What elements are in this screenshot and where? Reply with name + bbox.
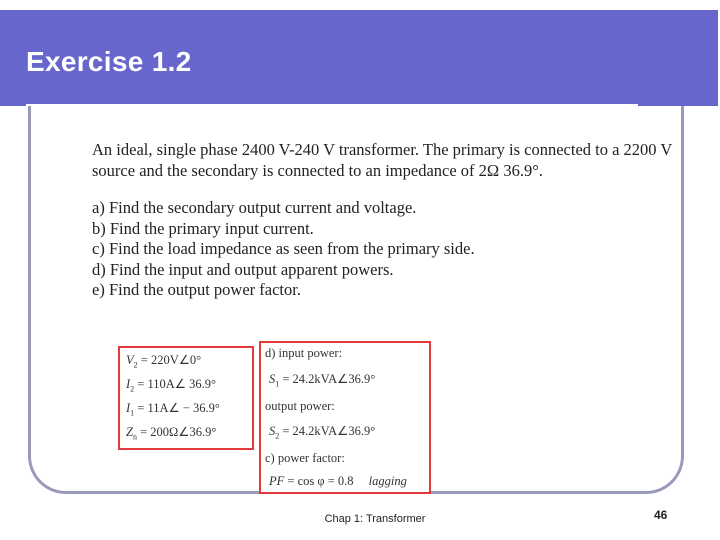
page-number: 46 (654, 508, 668, 522)
answer-v2: $V_2$ = 220V∠0° (126, 353, 202, 370)
answer-s2: $S_2$ = 24.2kVA∠36.9° (269, 424, 376, 441)
title-bar (0, 10, 718, 106)
answer-zn: $Z_n$ = 200Ω∠36.9° (126, 425, 217, 442)
answer-i1: $I_1$ = 11A∠ − 36.9° (126, 401, 220, 418)
answer-pf: PF = cos φ = 0.8 lagging (269, 474, 407, 488)
answer-box-left (118, 346, 254, 450)
output-power-label: output power: (265, 399, 335, 413)
input-power-label: d) input power: (265, 346, 343, 360)
slide-title: Exercise 1.2 (26, 46, 192, 77)
answer-s1: $S_1$ = 24.2kVA∠36.9° (269, 372, 376, 389)
question-d: d) Find the input and output apparent powers. (92, 259, 394, 279)
answer-box-right (259, 341, 431, 494)
answer-i2: $I_2$ = 110A∠ 36.9° (126, 377, 216, 394)
power-factor-label: c) power factor: (265, 451, 345, 465)
question-a: a) Find the secondary output current and voltage. (92, 198, 417, 217)
footer-chapter: Chap 1: Transformer (324, 513, 426, 525)
problem-text-block (92, 140, 672, 301)
question-list (92, 198, 672, 301)
question-e: e) Find the output power factor. (92, 280, 301, 299)
question-b: b) Find the primary input current. (92, 218, 314, 238)
question-c: c) Find the load impedance as seen from the primary side. (92, 239, 475, 258)
problem-statement: An ideal, single phase 2400 V-240 V transformer. The primary is connected to a 2200 V source and the secondary is connected to an impedance of 2Ω 36.9°. (92, 140, 673, 180)
